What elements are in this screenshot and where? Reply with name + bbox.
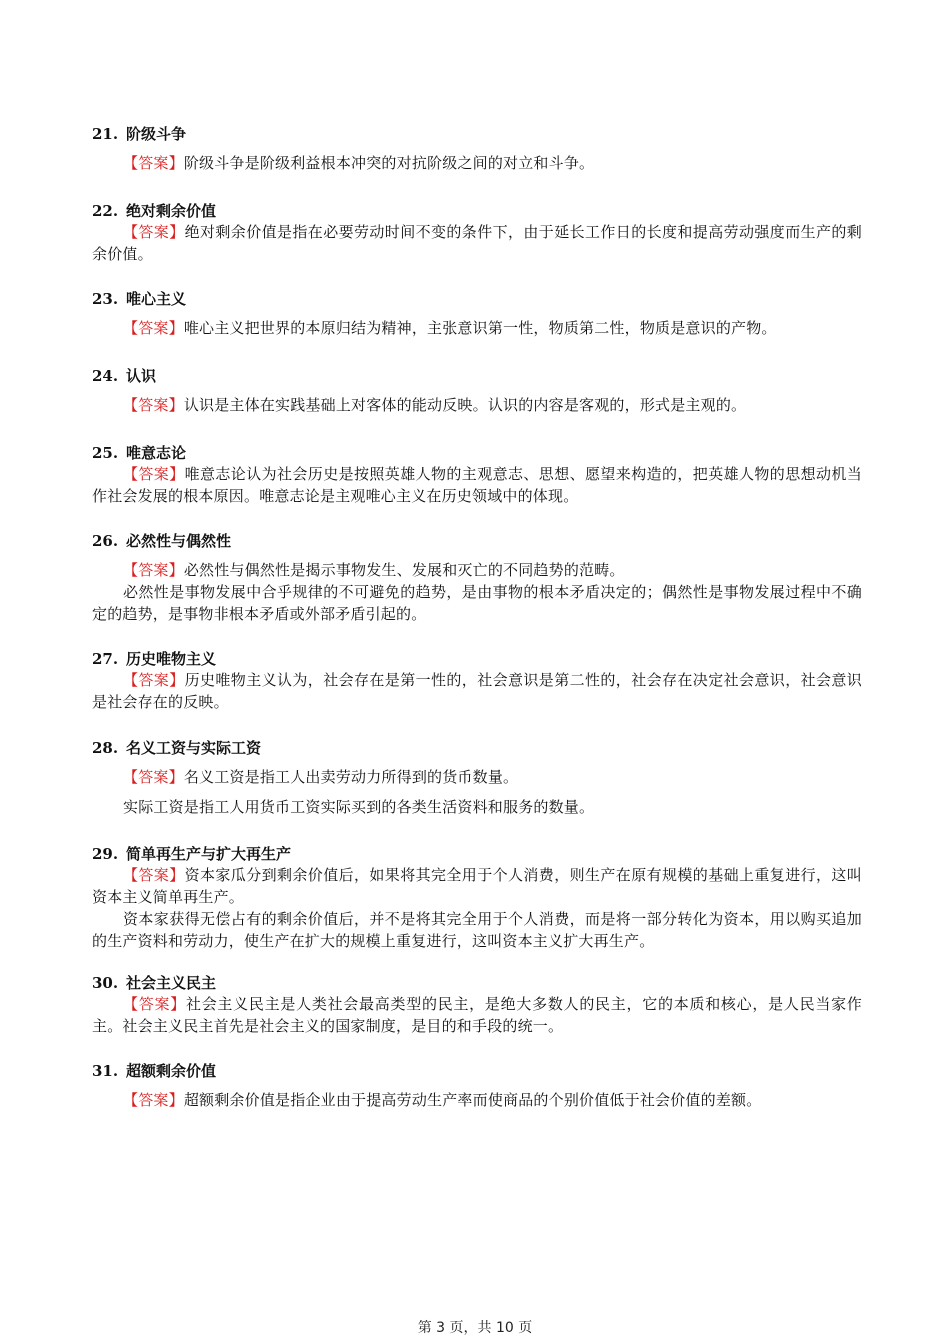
term-heading [92, 201, 862, 221]
term-heading [92, 124, 862, 144]
answer-label: 【答案】 [123, 319, 184, 337]
term-number: 30. [92, 974, 119, 992]
entry-23 [92, 289, 862, 339]
term-title: 绝对剩余价值 [126, 202, 217, 220]
answer-text: 名义工资是指工人出卖劳动力所得到的货币数量。 [183, 768, 519, 786]
answer-label: 【答案】 [123, 1091, 184, 1109]
answer-label: 【答案】 [123, 154, 184, 172]
answer-paragraph [92, 221, 862, 265]
answer-extra-paragraph: 实际工资是指工人用货币工资实际买到的各类生活资料和服务的数量。 [123, 798, 595, 816]
answer-extra-paragraph: 必然性是事物发展中合乎规律的不可避免的趋势，是由事物的根本矛盾决定的；偶然性是事物发展过程中不确定的趋势，是事物非根本矛盾或外部矛盾引起的。 [92, 583, 862, 623]
term-title: 超额剩余价值 [126, 1062, 217, 1080]
term-title: 唯心主义 [126, 290, 187, 308]
answer-label: 【答案】 [123, 671, 185, 689]
term-title: 名义工资与实际工资 [126, 739, 262, 757]
answer-paragraph [92, 766, 862, 788]
answer-paragraph [92, 463, 862, 507]
entry-22 [92, 201, 862, 265]
term-title: 唯意志论 [126, 444, 187, 462]
entry-25 [92, 443, 862, 507]
answer-text: 唯心主义把世界的本原归结为精神，主张意识第一性，物质第二性，物质是意识的产物。 [183, 319, 777, 337]
term-title: 历史唯物主义 [126, 650, 217, 668]
answer-paragraph [92, 559, 862, 581]
entry-29 [92, 844, 862, 952]
entry-28 [92, 738, 862, 818]
term-heading [92, 1061, 862, 1081]
term-number: 21. [92, 125, 119, 143]
answer-label: 【答案】 [123, 866, 185, 884]
term-number: 29. [92, 845, 119, 863]
answer-label: 【答案】 [123, 223, 185, 241]
term-title: 认识 [126, 367, 157, 385]
term-heading [92, 443, 862, 463]
answer-paragraph [92, 394, 862, 416]
answer-label: 【答案】 [123, 995, 186, 1013]
answer-text: 超额剩余价值是指企业由于提高劳动生产率而使商品的个别价值低于社会价值的差额。 [183, 1091, 762, 1109]
answer-label: 【答案】 [123, 768, 184, 786]
answer-label: 【答案】 [123, 561, 184, 579]
answer-text: 绝对剩余价值是指在必要劳动时间不变的条件下，由于延长工作日的长度和提高劳动强度而生产的剩余价值。 [92, 223, 862, 263]
term-heading [92, 844, 862, 864]
answer-extra-paragraph: 资本家获得无偿占有的剩余价值后，并不是将其完全用于个人消费，而是将一部分转化为资本，用以购买追加的生产资料和劳动力，使生产在扩大的规模上重复进行，这叫资本主义扩大再生产。 [92, 910, 862, 950]
answer-paragraph [92, 1089, 862, 1111]
entry-24 [92, 366, 862, 416]
term-heading [92, 973, 862, 993]
answer-label: 【答案】 [123, 396, 184, 414]
entry-27 [92, 649, 862, 713]
answer-text: 唯意志论认为社会历史是按照英雄人物的主观意志、思想、愿望来构造的，把英雄人物的思想动机当作社会发展的根本原因。唯意志论是主观唯心主义在历史领域中的体现。 [92, 465, 862, 505]
answer-text: 阶级斗争是阶级利益根本冲突的对抗阶级之间的对立和斗争。 [183, 154, 595, 172]
answer-label: 【答案】 [123, 465, 185, 483]
term-number: 26. [92, 532, 119, 550]
term-number: 24. [92, 367, 119, 385]
entry-21 [92, 124, 862, 174]
term-title: 简单再生产与扩大再生产 [126, 845, 292, 863]
answer-text: 必然性与偶然性是揭示事物发生、发展和灭亡的不同趋势的范畴。 [183, 561, 625, 579]
term-heading [92, 531, 862, 551]
term-heading [92, 649, 862, 669]
term-title: 阶级斗争 [126, 125, 187, 143]
term-number: 23. [92, 290, 119, 308]
entry-31 [92, 1061, 862, 1111]
answer-paragraph [92, 317, 862, 339]
page-footer: 第 3 页，共 10 页 [417, 1320, 533, 1336]
entry-26 [92, 531, 862, 625]
term-heading [92, 289, 862, 309]
term-number: 25. [92, 444, 119, 462]
term-heading [92, 738, 862, 758]
answer-text: 资本家瓜分到剩余价值后，如果将其完全用于个人消费，则生产在原有规模的基础上重复进行，这叫资本主义简单再生产。 [92, 866, 862, 906]
term-title: 必然性与偶然性 [126, 532, 232, 550]
term-number: 28. [92, 739, 119, 757]
term-number: 27. [92, 650, 119, 668]
answer-paragraph [92, 993, 862, 1037]
answer-text: 历史唯物主义认为，社会存在是第一性的，社会意识是第二性的，社会存在决定社会意识，社会意识是社会存在的反映。 [92, 671, 862, 711]
term-number: 22. [92, 202, 119, 220]
answer-text: 社会主义民主是人类社会最高类型的民主，是绝大多数人的民主，它的本质和核心，是人民当家作主。社会主义民主首先是社会主义的国家制度，是目的和手段的统一。 [92, 995, 862, 1035]
answer-paragraph [92, 152, 862, 174]
answer-paragraph [92, 864, 862, 908]
term-title: 社会主义民主 [126, 974, 217, 992]
term-number: 31. [92, 1062, 119, 1080]
answer-text: 认识是主体在实践基础上对客体的能动反映。认识的内容是客观的，形式是主观的。 [183, 396, 747, 414]
entry-30 [92, 973, 862, 1037]
answer-paragraph [92, 669, 862, 713]
term-heading [92, 366, 862, 386]
